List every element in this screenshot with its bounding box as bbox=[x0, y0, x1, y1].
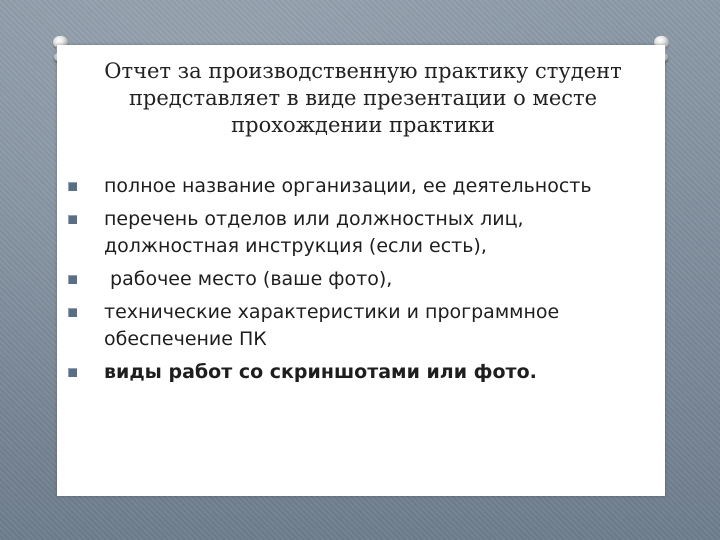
bullet-text: технические характеристики и программное bbox=[104, 301, 560, 323]
bullet-text: рабочее место (ваше фото), bbox=[104, 268, 393, 290]
bullet-item bbox=[68, 206, 658, 260]
square-bullet-icon bbox=[68, 182, 77, 191]
slide-title-line: Отчет за производственную практику студент bbox=[104, 59, 622, 83]
bullet-item bbox=[68, 266, 658, 293]
bullet-text: обеспечение ПК bbox=[104, 328, 267, 350]
slide-title bbox=[95, 58, 631, 139]
bullet-text: должностная инструкция (если есть), bbox=[104, 235, 487, 257]
slide-title-line: прохождении практики bbox=[231, 113, 495, 137]
bullet-item bbox=[68, 299, 658, 353]
bullet-list bbox=[68, 173, 658, 392]
bullet-item bbox=[68, 173, 658, 200]
square-bullet-icon bbox=[68, 215, 77, 224]
bullet-item bbox=[68, 359, 658, 386]
square-bullet-icon bbox=[68, 275, 77, 284]
square-bullet-icon bbox=[68, 308, 77, 317]
bullet-text: полное название организации, ее деятельность bbox=[104, 175, 592, 197]
slide-title-line: представляет в виде презентации о месте bbox=[128, 86, 598, 110]
square-bullet-icon bbox=[68, 368, 77, 377]
bullet-text: перечень отделов или должностных лиц, bbox=[104, 208, 524, 230]
bullet-text: виды работ со скриншотами или фото. bbox=[104, 361, 537, 383]
